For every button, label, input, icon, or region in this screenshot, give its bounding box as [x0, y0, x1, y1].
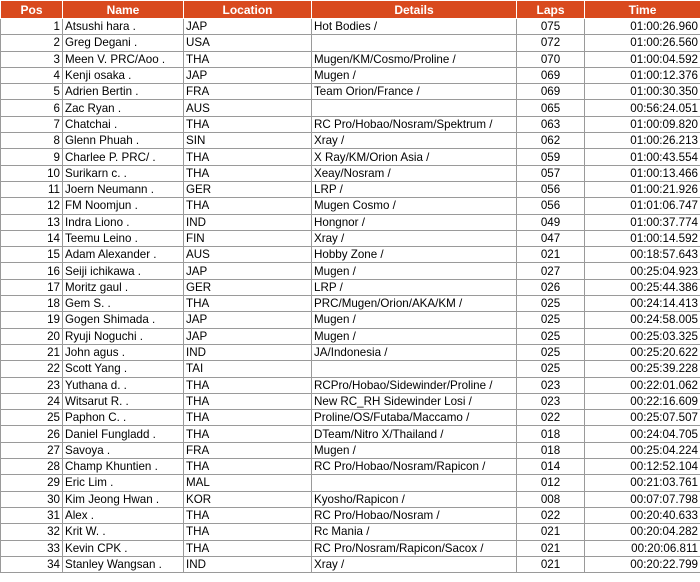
name-cell: John agus .	[63, 344, 184, 360]
location-cell: JAP	[184, 312, 312, 328]
pos-cell: 4	[1, 67, 63, 83]
pos-cell: 2	[1, 35, 63, 51]
pos-cell: 29	[1, 475, 63, 491]
time-cell: 01:01:06.747	[585, 198, 700, 214]
pos-cell: 22	[1, 361, 63, 377]
time-cell: 01:00:14.592	[585, 230, 700, 246]
pos-cell: 33	[1, 540, 63, 556]
laps-cell: 069	[517, 67, 585, 83]
table-row	[1, 67, 700, 83]
details-cell: RC Pro/Hobao/Nosram/Rapicon /	[312, 459, 517, 475]
pos-cell: 19	[1, 312, 63, 328]
laps-cell: 027	[517, 263, 585, 279]
details-cell: Mugen /	[312, 312, 517, 328]
name-cell: Yuthana d. .	[63, 377, 184, 393]
pos-cell: 1	[1, 19, 63, 35]
laps-cell: 059	[517, 149, 585, 165]
location-cell: THA	[184, 410, 312, 426]
location-cell: THA	[184, 426, 312, 442]
pos-cell: 6	[1, 100, 63, 116]
table-row	[1, 361, 700, 377]
results-table-body	[1, 19, 700, 573]
details-cell: RC Pro/Nosram/Rapicon/Sacox /	[312, 540, 517, 556]
column-header-name[interactable]: Name	[63, 1, 184, 19]
location-cell: USA	[184, 35, 312, 51]
name-cell: Meen V. PRC/Aoo .	[63, 51, 184, 67]
name-cell: Teemu Leino .	[63, 230, 184, 246]
table-row	[1, 84, 700, 100]
details-cell: Hobby Zone /	[312, 247, 517, 263]
details-cell: RC Pro/Hobao/Nosram /	[312, 507, 517, 523]
details-cell: Mugen Cosmo /	[312, 198, 517, 214]
header-row	[1, 1, 700, 19]
details-cell: Mugen/KM/Cosmo/Proline /	[312, 51, 517, 67]
time-cell: 00:25:07.507	[585, 410, 700, 426]
details-cell: Kyosho/Rapicon /	[312, 491, 517, 507]
table-row	[1, 377, 700, 393]
pos-cell: 28	[1, 459, 63, 475]
location-cell: THA	[184, 459, 312, 475]
time-cell: 00:12:52.104	[585, 459, 700, 475]
time-cell: 00:25:20.622	[585, 344, 700, 360]
table-row	[1, 214, 700, 230]
name-cell: Adam Alexander .	[63, 247, 184, 263]
pos-cell: 17	[1, 279, 63, 295]
table-row	[1, 507, 700, 523]
table-row	[1, 459, 700, 475]
pos-cell: 12	[1, 198, 63, 214]
table-row	[1, 165, 700, 181]
location-cell: THA	[184, 198, 312, 214]
name-cell: Stanley Wangsan .	[63, 556, 184, 572]
time-cell: 00:25:39.228	[585, 361, 700, 377]
laps-cell: 014	[517, 459, 585, 475]
laps-cell: 072	[517, 35, 585, 51]
location-cell: SIN	[184, 133, 312, 149]
table-row	[1, 312, 700, 328]
pos-cell: 15	[1, 247, 63, 263]
location-cell: GER	[184, 181, 312, 197]
location-cell: THA	[184, 296, 312, 312]
name-cell: Gogen Shimada .	[63, 312, 184, 328]
laps-cell: 056	[517, 198, 585, 214]
location-cell: THA	[184, 507, 312, 523]
time-cell: 01:00:04.592	[585, 51, 700, 67]
location-cell: FIN	[184, 230, 312, 246]
location-cell: THA	[184, 165, 312, 181]
laps-cell: 025	[517, 344, 585, 360]
pos-cell: 13	[1, 214, 63, 230]
table-row	[1, 198, 700, 214]
time-cell: 01:00:37.774	[585, 214, 700, 230]
table-row	[1, 426, 700, 442]
time-cell: 00:22:16.609	[585, 393, 700, 409]
pos-cell: 14	[1, 230, 63, 246]
time-cell: 01:00:30.350	[585, 84, 700, 100]
time-cell: 00:20:04.282	[585, 524, 700, 540]
name-cell: Savoya .	[63, 442, 184, 458]
time-cell: 00:20:06.811	[585, 540, 700, 556]
details-cell: PRC/Mugen/Orion/AKA/KM /	[312, 296, 517, 312]
details-cell: Team Orion/France /	[312, 84, 517, 100]
details-cell: JA/Indonesia /	[312, 344, 517, 360]
pos-cell: 20	[1, 328, 63, 344]
time-cell: 00:22:01.062	[585, 377, 700, 393]
location-cell: THA	[184, 149, 312, 165]
laps-cell: 070	[517, 51, 585, 67]
pos-cell: 30	[1, 491, 63, 507]
laps-cell: 056	[517, 181, 585, 197]
column-header-laps[interactable]: Laps	[517, 1, 585, 19]
time-cell: 01:00:26.960	[585, 19, 700, 35]
name-cell: Scott Yang .	[63, 361, 184, 377]
name-cell: Daniel Fungladd .	[63, 426, 184, 442]
details-cell: Xeay/Nosram /	[312, 165, 517, 181]
pos-cell: 9	[1, 149, 63, 165]
column-header-pos[interactable]: Pos	[1, 1, 63, 19]
laps-cell: 023	[517, 377, 585, 393]
location-cell: JAP	[184, 263, 312, 279]
name-cell: Zac Ryan .	[63, 100, 184, 116]
details-cell: RCPro/Hobao/Sidewinder/Proline /	[312, 377, 517, 393]
location-cell: THA	[184, 51, 312, 67]
details-cell: Xray /	[312, 556, 517, 572]
pos-cell: 7	[1, 116, 63, 132]
table-row	[1, 19, 700, 35]
name-cell: Champ Khuntien .	[63, 459, 184, 475]
results-table-header	[1, 1, 700, 19]
laps-cell: 025	[517, 296, 585, 312]
laps-cell: 049	[517, 214, 585, 230]
time-cell: 01:00:13.466	[585, 165, 700, 181]
pos-cell: 34	[1, 556, 63, 572]
location-cell: AUS	[184, 100, 312, 116]
time-cell: 01:00:26.213	[585, 133, 700, 149]
laps-cell: 022	[517, 507, 585, 523]
pos-cell: 31	[1, 507, 63, 523]
location-cell: THA	[184, 393, 312, 409]
time-cell: 00:18:57.643	[585, 247, 700, 263]
time-cell: 00:20:22.799	[585, 556, 700, 572]
laps-cell: 021	[517, 540, 585, 556]
laps-cell: 065	[517, 100, 585, 116]
time-cell: 00:24:58.005	[585, 312, 700, 328]
time-cell: 01:00:43.554	[585, 149, 700, 165]
table-row	[1, 475, 700, 491]
name-cell: Alex .	[63, 507, 184, 523]
name-cell: FM Noomjun .	[63, 198, 184, 214]
location-cell: THA	[184, 116, 312, 132]
location-cell: JAP	[184, 67, 312, 83]
details-cell: Mugen /	[312, 263, 517, 279]
laps-cell: 063	[517, 116, 585, 132]
table-row	[1, 230, 700, 246]
pos-cell: 32	[1, 524, 63, 540]
name-cell: Krit W. .	[63, 524, 184, 540]
time-cell: 00:07:07.798	[585, 491, 700, 507]
details-cell: RC Pro/Hobao/Nosram/Spektrum /	[312, 116, 517, 132]
table-row	[1, 328, 700, 344]
table-row	[1, 133, 700, 149]
details-cell: Hongnor /	[312, 214, 517, 230]
table-row	[1, 344, 700, 360]
name-cell: Seiji ichikawa .	[63, 263, 184, 279]
table-row	[1, 149, 700, 165]
location-cell: KOR	[184, 491, 312, 507]
pos-cell: 11	[1, 181, 63, 197]
time-cell: 01:00:12.376	[585, 67, 700, 83]
laps-cell: 069	[517, 84, 585, 100]
name-cell: Adrien Bertin .	[63, 84, 184, 100]
table-row	[1, 263, 700, 279]
name-cell: Chatchai .	[63, 116, 184, 132]
time-cell: 00:25:03.325	[585, 328, 700, 344]
table-row	[1, 442, 700, 458]
laps-cell: 018	[517, 442, 585, 458]
details-cell: X Ray/KM/Orion Asia /	[312, 149, 517, 165]
table-row	[1, 116, 700, 132]
laps-cell: 026	[517, 279, 585, 295]
name-cell: Kenji osaka .	[63, 67, 184, 83]
pos-cell: 23	[1, 377, 63, 393]
column-header-details[interactable]: Details	[312, 1, 517, 19]
name-cell: Moritz gaul .	[63, 279, 184, 295]
location-cell: GER	[184, 279, 312, 295]
pos-cell: 16	[1, 263, 63, 279]
time-cell: 00:21:03.761	[585, 475, 700, 491]
details-cell: Mugen /	[312, 328, 517, 344]
details-cell: Xray /	[312, 230, 517, 246]
location-cell: THA	[184, 524, 312, 540]
name-cell: Atsushi hara .	[63, 19, 184, 35]
name-cell: Surikarn c. .	[63, 165, 184, 181]
pos-cell: 3	[1, 51, 63, 67]
table-row	[1, 100, 700, 116]
time-cell: 01:00:26.560	[585, 35, 700, 51]
details-cell: Proline/OS/Futaba/Maccamo /	[312, 410, 517, 426]
laps-cell: 021	[517, 556, 585, 572]
location-cell: MAL	[184, 475, 312, 491]
table-row	[1, 393, 700, 409]
laps-cell: 021	[517, 524, 585, 540]
table-row	[1, 279, 700, 295]
time-cell: 00:25:04.224	[585, 442, 700, 458]
time-cell: 01:00:21.926	[585, 181, 700, 197]
details-cell: DTeam/Nitro X/Thailand /	[312, 426, 517, 442]
laps-cell: 057	[517, 165, 585, 181]
details-cell: New RC_RH Sidewinder Losi /	[312, 393, 517, 409]
details-cell: Xray /	[312, 133, 517, 149]
name-cell: Paphon C. .	[63, 410, 184, 426]
location-cell: THA	[184, 377, 312, 393]
details-cell	[312, 100, 517, 116]
pos-cell: 8	[1, 133, 63, 149]
laps-cell: 018	[517, 426, 585, 442]
name-cell: Glenn Phuah .	[63, 133, 184, 149]
details-cell: Mugen /	[312, 67, 517, 83]
pos-cell: 26	[1, 426, 63, 442]
details-cell: LRP /	[312, 279, 517, 295]
pos-cell: 25	[1, 410, 63, 426]
location-cell: IND	[184, 214, 312, 230]
location-cell: IND	[184, 556, 312, 572]
name-cell: Charlee P. PRC/ .	[63, 149, 184, 165]
time-cell: 00:25:44.386	[585, 279, 700, 295]
time-cell: 00:24:04.705	[585, 426, 700, 442]
table-row	[1, 540, 700, 556]
name-cell: Witsarut R. .	[63, 393, 184, 409]
details-cell	[312, 475, 517, 491]
details-cell: Mugen /	[312, 442, 517, 458]
details-cell: LRP /	[312, 181, 517, 197]
pos-cell: 24	[1, 393, 63, 409]
column-header-time[interactable]: Time	[585, 1, 700, 19]
table-row	[1, 491, 700, 507]
location-cell: JAP	[184, 19, 312, 35]
location-cell: THA	[184, 540, 312, 556]
table-row	[1, 51, 700, 67]
pos-cell: 18	[1, 296, 63, 312]
column-header-location[interactable]: Location	[184, 1, 312, 19]
table-row	[1, 524, 700, 540]
table-row	[1, 410, 700, 426]
table-row	[1, 35, 700, 51]
table-row	[1, 556, 700, 572]
table-row	[1, 247, 700, 263]
name-cell: Indra Liono .	[63, 214, 184, 230]
pos-cell: 5	[1, 84, 63, 100]
location-cell: FRA	[184, 442, 312, 458]
details-cell	[312, 35, 517, 51]
name-cell: Gem S. .	[63, 296, 184, 312]
laps-cell: 012	[517, 475, 585, 491]
laps-cell: 023	[517, 393, 585, 409]
laps-cell: 008	[517, 491, 585, 507]
laps-cell: 025	[517, 312, 585, 328]
time-cell: 01:00:09.820	[585, 116, 700, 132]
table-row	[1, 296, 700, 312]
pos-cell: 27	[1, 442, 63, 458]
name-cell: Kim Jeong Hwan .	[63, 491, 184, 507]
location-cell: AUS	[184, 247, 312, 263]
laps-cell: 021	[517, 247, 585, 263]
name-cell: Kevin CPK .	[63, 540, 184, 556]
pos-cell: 10	[1, 165, 63, 181]
location-cell: TAI	[184, 361, 312, 377]
details-cell	[312, 361, 517, 377]
location-cell: JAP	[184, 328, 312, 344]
name-cell: Joern Neumann .	[63, 181, 184, 197]
laps-cell: 025	[517, 328, 585, 344]
name-cell: Eric Lim .	[63, 475, 184, 491]
laps-cell: 025	[517, 361, 585, 377]
table-row	[1, 181, 700, 197]
laps-cell: 047	[517, 230, 585, 246]
location-cell: IND	[184, 344, 312, 360]
laps-cell: 075	[517, 19, 585, 35]
name-cell: Greg Degani .	[63, 35, 184, 51]
time-cell: 00:25:04.923	[585, 263, 700, 279]
time-cell: 00:24:14.413	[585, 296, 700, 312]
details-cell: Rc Mania /	[312, 524, 517, 540]
name-cell: Ryuji Noguchi .	[63, 328, 184, 344]
laps-cell: 022	[517, 410, 585, 426]
pos-cell: 21	[1, 344, 63, 360]
laps-cell: 062	[517, 133, 585, 149]
time-cell: 00:20:40.633	[585, 507, 700, 523]
location-cell: FRA	[184, 84, 312, 100]
details-cell: Hot Bodies /	[312, 19, 517, 35]
time-cell: 00:56:24.051	[585, 100, 700, 116]
